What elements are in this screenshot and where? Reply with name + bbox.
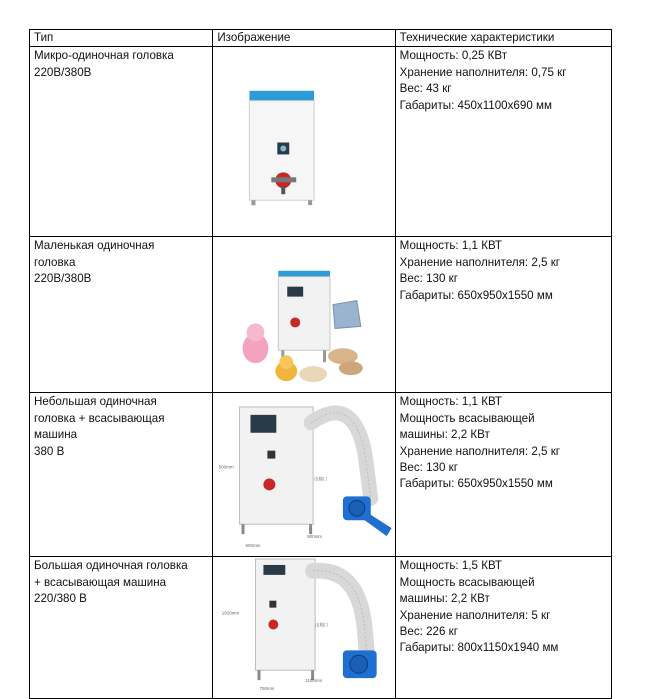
dim-label: 900mm xyxy=(307,534,323,540)
type-line: 380 В xyxy=(34,444,65,458)
dim-label: 500mm xyxy=(219,464,234,470)
image-cell xyxy=(213,557,395,699)
type-line: 220/380 В xyxy=(34,592,87,606)
small-single-head-machine-with-toys-image xyxy=(213,237,394,392)
dim-label: 600mm xyxy=(245,543,261,549)
spec-line: Мощность: 1,1 КВТ xyxy=(399,239,503,253)
type-line: + всасывающая машина xyxy=(34,575,167,589)
image-cell xyxy=(213,47,395,237)
spec-line: Габариты: 450x1100x690 мм xyxy=(399,98,552,112)
spec-line: Мощность всасывающей xyxy=(399,411,535,425)
type-line: Маленькая одиночная xyxy=(34,239,155,253)
spec-line: Мощность: 0,25 КВт xyxy=(399,49,508,63)
header-type: Тип xyxy=(30,30,213,47)
type-line: 220В/380В xyxy=(34,272,92,286)
dim-label: 1920mm xyxy=(222,610,240,616)
type-line: Небольшая одиночная xyxy=(34,395,157,409)
type-line: Большая одиночная головка xyxy=(34,559,188,573)
image-cell xyxy=(213,237,395,393)
spec-line: Вес: 43 кг xyxy=(399,82,452,96)
spec-line: Хранение наполнителя: 2,5 кг xyxy=(399,444,561,458)
spec-line: Хранение наполнителя: 2,5 кг xyxy=(399,255,561,269)
spec-line: Вес: 226 кг xyxy=(399,625,458,639)
table-row xyxy=(30,47,612,237)
spec-line: Вес: 130 кг xyxy=(399,272,458,286)
type-cell xyxy=(30,47,213,237)
type-line: головка + всасывающая xyxy=(34,411,165,425)
type-cell xyxy=(30,557,213,699)
image-cell xyxy=(213,393,395,557)
spec-line: Мощность: 1,1 КВТ xyxy=(399,395,503,409)
spec-line: Габариты: 650x950x1550 мм xyxy=(399,288,553,302)
type-line: 220В/380В xyxy=(34,65,92,79)
table-row xyxy=(30,393,612,557)
spec-line: Хранение наполнителя: 0,75 кг xyxy=(399,65,567,79)
spec-line: Хранение наполнителя: 5 кг xyxy=(399,608,551,622)
type-line: машина xyxy=(34,428,78,442)
dim-label: 出棉口 xyxy=(315,622,329,628)
type-line: Микро-одиночная головка xyxy=(34,49,174,63)
large-single-head-with-suction-machine-image xyxy=(213,557,394,698)
header-image: Изображение xyxy=(213,30,395,47)
dim-label: 750mm xyxy=(259,686,275,692)
spec-line: машины: 2,2 КВт xyxy=(399,592,490,606)
dim-label: 1100mm xyxy=(305,678,323,684)
spec-line: машины: 2,2 КВт xyxy=(399,428,490,442)
type-cell xyxy=(30,393,213,557)
header-specs: Технические характеристики xyxy=(395,30,611,47)
micro-single-head-machine-image xyxy=(213,47,394,236)
single-head-with-suction-machine-image xyxy=(213,393,394,556)
spec-line: Габариты: 650x950x1550 мм xyxy=(399,477,553,491)
table-row xyxy=(30,237,612,393)
table-header-row xyxy=(30,30,612,47)
type-line: головка xyxy=(34,255,76,269)
table-row xyxy=(30,557,612,699)
spec-cell xyxy=(395,393,611,557)
spec-line: Вес: 130 кг xyxy=(399,461,458,475)
spec-cell xyxy=(395,557,611,699)
dim-label: 出棉口 xyxy=(314,476,328,482)
spec-line: Габариты: 800x1150x1940 мм xyxy=(399,641,559,655)
spec-cell xyxy=(395,237,611,393)
spec-line: Мощность: 1,5 КВТ xyxy=(399,559,503,573)
type-cell xyxy=(30,237,213,393)
spec-line: Мощность всасывающей xyxy=(399,575,535,589)
spec-table xyxy=(29,29,612,699)
spec-cell xyxy=(395,47,611,237)
